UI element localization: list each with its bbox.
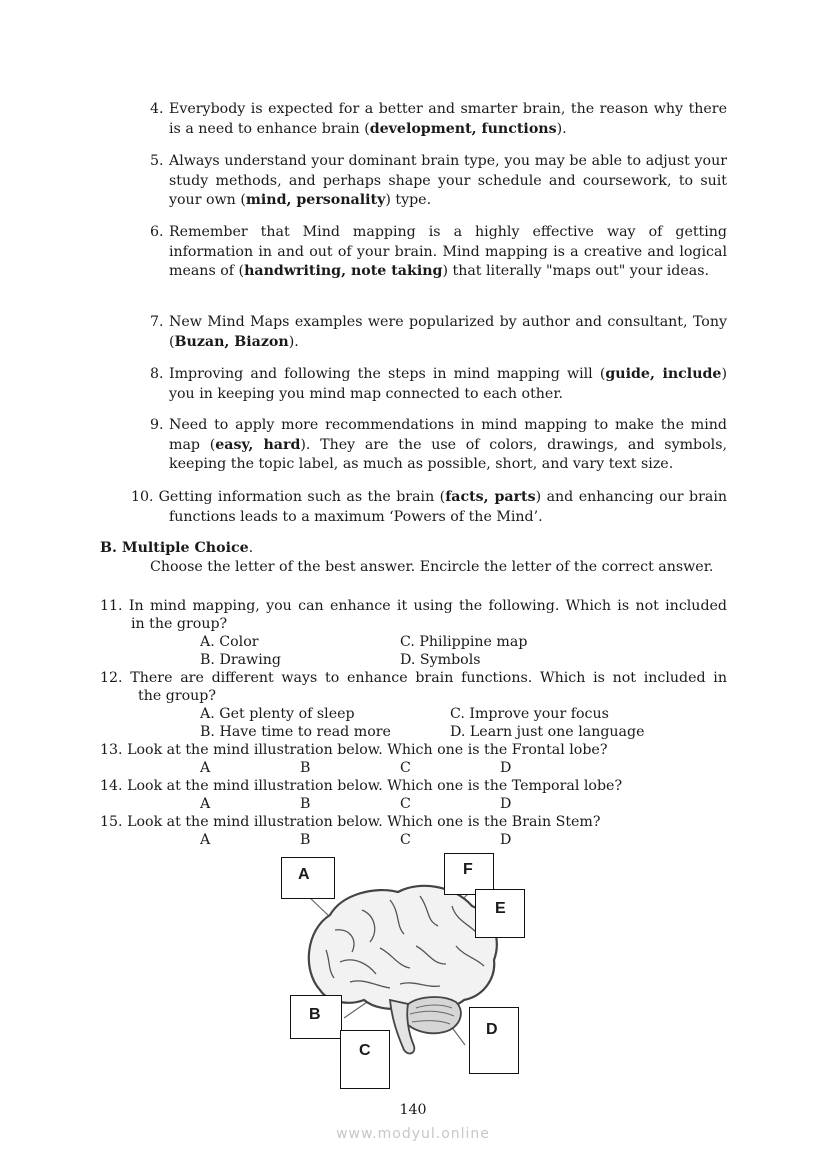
label-box-c [340, 1030, 390, 1089]
label-c: C [359, 1042, 371, 1059]
label-box-e [475, 889, 525, 938]
q13-option-a[interactable]: A [200, 760, 211, 776]
question-11-line2: in the group? [131, 616, 228, 632]
label-b: B [309, 1006, 321, 1023]
q14-option-b[interactable]: B [300, 796, 311, 812]
label-d: D [486, 1021, 498, 1038]
q12-option-a[interactable]: A. Get plenty of sleep [200, 706, 355, 722]
item-text: Need to apply more recommendations in mind mapping to make the mind map (easy, hard). They are the use of colors, drawings, and symbols, keeping the topic label, as much as possible, short, and vary text size. [169, 417, 727, 473]
item-text-first: Getting information such as the brain (facts, parts) and enhancing our brain functions leads to a maximum ‘Powers of the Mind’. [158, 489, 727, 525]
item-number: 6. [150, 224, 164, 240]
q15-option-c[interactable]: C [400, 832, 411, 848]
item-number: 5. [150, 153, 164, 169]
brain-diagram [280, 850, 540, 1095]
answer-choices: guide, include [605, 366, 722, 382]
question-12-line2: the group? [138, 688, 216, 704]
item-9 [150, 416, 727, 475]
item-number: 7. [150, 314, 164, 330]
answer-choices: development, functions [369, 120, 557, 137]
section-heading [100, 539, 253, 559]
answer-choices: facts, parts [445, 489, 536, 505]
label-box-d [469, 1007, 519, 1074]
question-14: 14. Look at the mind illustration below. Which one is the Temporal lobe? [100, 778, 623, 794]
item-10 [131, 488, 727, 527]
q15-option-a[interactable]: A [200, 832, 211, 848]
section-heading-text: B. Multiple Choice [100, 540, 249, 556]
q13-option-d[interactable]: D [500, 760, 512, 776]
answer-choices: mind, personality [245, 192, 386, 209]
q15-option-b[interactable]: B [300, 832, 311, 848]
q11-option-d[interactable]: D. Symbols [400, 652, 481, 668]
answer-choices: Buzan, Biazon [174, 333, 289, 350]
question-15: 15. Look at the mind illustration below. Which one is the Brain Stem? [100, 814, 601, 830]
page-number: 140 [399, 1102, 427, 1118]
item-6 [150, 223, 727, 282]
question-11 [100, 597, 727, 633]
item-text: Improving and following the steps in mind mapping will (guide, include) you in keeping you mind map connected to each other. [169, 366, 728, 402]
label-e: E [495, 900, 506, 917]
q12-option-c[interactable]: C. Improve your focus [450, 706, 609, 722]
question-11-line1: 11. In mind mapping, you can enhance it using the following. Which is not included [100, 598, 727, 614]
q11-option-a[interactable]: A. Color [200, 634, 259, 650]
q13-option-c[interactable]: C [400, 760, 411, 776]
label-f: F [463, 861, 473, 878]
label-box-a [281, 857, 335, 899]
item-number: 4. [150, 101, 164, 117]
q14-option-d[interactable]: D [500, 796, 512, 812]
item-text: Remember that Mind mapping is a highly effective way of getting information in and out of your brain. Mind mapping is a creative and logical means of (handwriting, note taking) that literally "maps out" your ideas. [169, 224, 727, 280]
q12-option-d[interactable]: D. Learn just one language [450, 724, 645, 740]
watermark: www.modyul.online [336, 1126, 490, 1142]
question-12-line1: 12. There are different ways to enhance brain functions. Which is not included in [100, 670, 727, 686]
q12-option-b[interactable]: B. Have time to read more [200, 724, 391, 740]
q13-option-b[interactable]: B [300, 760, 311, 776]
label-a: A [298, 866, 310, 883]
label-box-b [290, 995, 342, 1039]
section-instruction: Choose the letter of the best answer. Encircle the letter of the correct answer. [150, 559, 714, 575]
item-number: 10. [131, 489, 154, 505]
answer-choices: handwriting, note taking [244, 263, 443, 280]
q11-option-c[interactable]: C. Philippine map [400, 634, 528, 650]
item-text: Always understand your dominant brain type, you may be able to adjust your study methods, and perhaps shape your schedule and coursework, to suit your own (mind, personality) type. [169, 153, 727, 209]
q11-option-b[interactable]: B. Drawing [200, 652, 281, 668]
item-5 [150, 152, 727, 211]
question-13: 13. Look at the mind illustration below. Which one is the Frontal lobe? [100, 742, 608, 758]
section-heading-suffix: . [248, 540, 254, 556]
item-8 [150, 365, 727, 404]
item-number: 9. [150, 417, 164, 433]
item-text: Everybody is expected for a better and smarter brain, the reason why there is a need to enhance brain (development, functions). [169, 101, 727, 137]
item-4 [150, 100, 727, 139]
q15-option-d[interactable]: D [500, 832, 512, 848]
item-text: New Mind Maps examples were popularized by author and consultant, Tony (Buzan, Biazon). [169, 314, 727, 350]
answer-choices: easy, hard [215, 436, 301, 453]
q14-option-a[interactable]: A [200, 796, 211, 812]
q14-option-c[interactable]: C [400, 796, 411, 812]
item-7 [150, 313, 727, 352]
question-12 [100, 669, 727, 705]
item-number: 8. [150, 366, 164, 382]
